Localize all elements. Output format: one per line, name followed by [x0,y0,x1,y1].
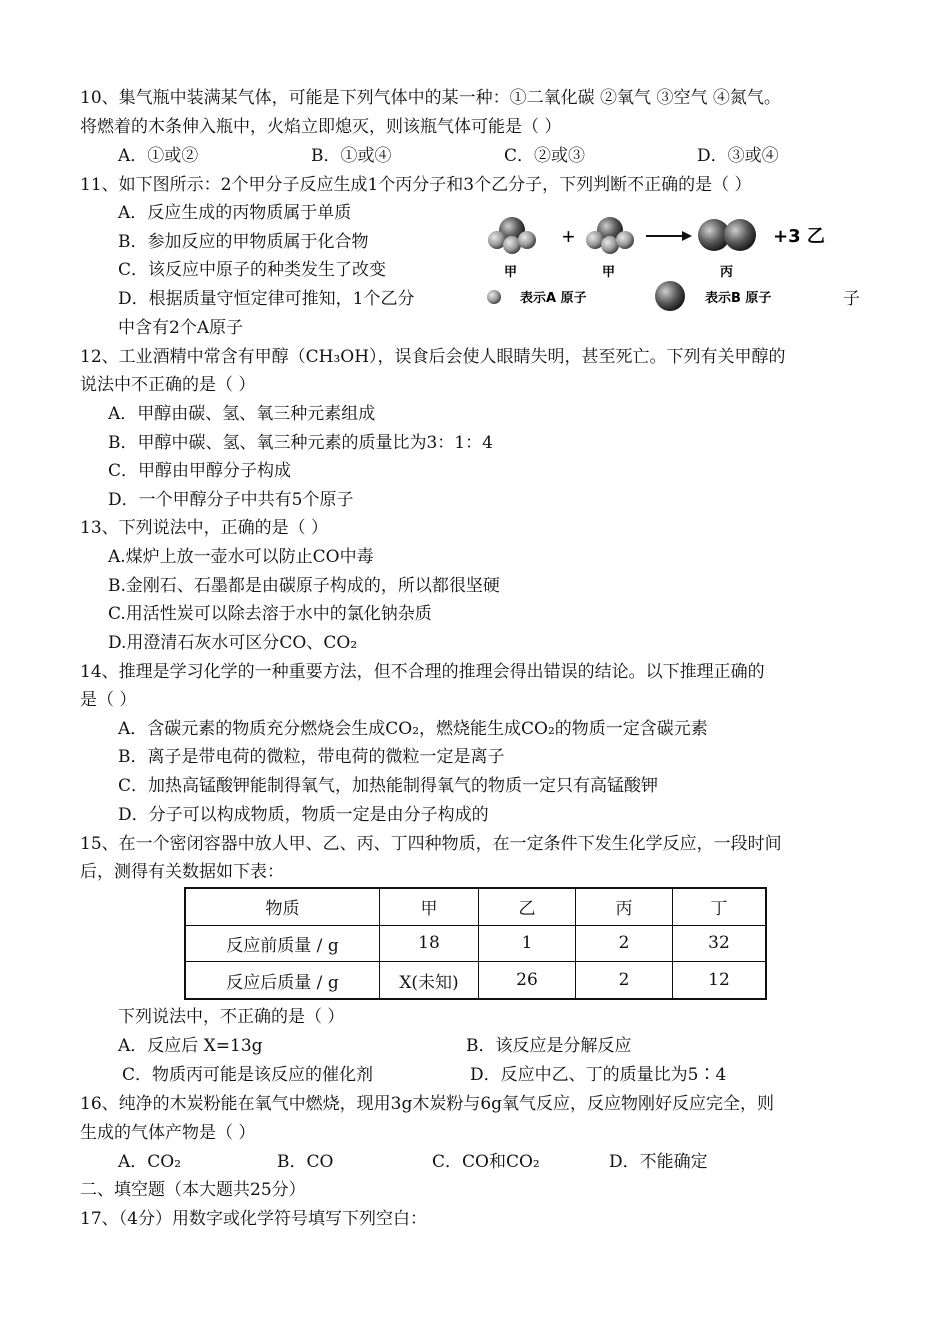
q12-stem-line1: 12、工业酒精中常含有甲醇（CH₃OH），误食后会使人眼睛失明，甚至死亡。下列有关甲醇的 [80,347,786,367]
q11-stem: 11、如下图所示：2个甲分子反应生成1个丙分子和3个乙分子，下列判断不正确的是（ ） [80,175,752,195]
table-cell: 12 [673,962,767,999]
label-bing: 丙 [720,265,734,280]
reaction-arrow [646,231,692,241]
table-cell: 反应后质量 / g [185,962,380,999]
q15-option-b: B．该反应是分解反应 [466,1036,632,1056]
q15-option-c: C．物质丙可能是该反应的催化剂 [122,1065,374,1085]
q12-option-a: A．甲醇由碳、氢、氧三种元素组成 [108,404,376,424]
q13-option-a: A.煤炉上放一壶水可以防止CO中毒 [108,547,374,567]
q13-stem: 13、下列说法中，正确的是（ ） [80,518,329,538]
q12-option-b: B．甲醇中碳、氢、氧三种元素的质量比为3：1：4 [108,433,493,453]
q11-option-d: D．根据质量守恒定律可推知，1个乙分 [118,289,415,309]
molecule-jia-1 [488,217,536,254]
q10-option-c: C．②或③ [504,146,586,166]
table-cell: 18 [380,925,479,962]
q13-option-d: D.用澄清石灰水可区分CO、CO₂ [108,633,358,653]
q14-option-a: A．含碳元素的物质充分燃烧会生成CO₂，燃烧能生成CO₂的物质一定含碳元素 [118,719,708,739]
q16-stem-line1: 16、纯净的木炭粉能在氧气中燃烧，现用3g木炭粉与6g氧气反应，反应物刚好反应完全，则 [80,1094,775,1114]
q15-stem-line1: 15、在一个密闭容器中放人甲、乙、丙、丁四种物质，在一定条件下发生化学反应，一段时间 [80,834,782,854]
mass-data-table [184,887,767,1000]
q16-option-a: A．CO₂ [118,1152,182,1172]
q14-option-d: D．分子可以构成物质，物质一定是由分子构成的 [118,805,489,825]
q16-option-b: B．CO [277,1152,334,1172]
q12-stem-line2: 说法中不正确的是（ ） [80,375,256,395]
q10-stem-line1: 10、集气瓶中装满某气体，可能是下列气体中的某一种：①二氧化碳 ②氧气 ③空气 ④氮气。 [80,88,781,108]
table-cell: 26 [479,962,576,999]
q12-option-d: D．一个甲醇分子中共有5个原子 [108,490,354,510]
q11-option-d-tail: 子 [843,289,860,309]
table-header-cell: 丁 [673,888,767,925]
q14-option-c: C．加热高锰酸钾能制得氧气，加热能制得氧气的物质一定只有高锰酸钾 [118,776,659,796]
label-jia-1: 甲 [504,265,518,280]
q10-option-d: D．③或④ [697,146,779,166]
table-header-cell: 丙 [576,888,673,925]
table-header-cell: 乙 [479,888,576,925]
table-header-cell: 甲 [380,888,479,925]
table-header-row [185,888,766,925]
reaction-diagram-svg [480,208,870,314]
q16-option-c: C．CO和CO₂ [432,1152,540,1172]
q15-option-a: A．反应后 X=13g [118,1036,263,1056]
q10-stem-line2: 将燃着的木条伸入瓶中，火焰立即熄灭，则该瓶气体可能是（ ） [80,117,562,137]
q14-stem-line1: 14、推理是学习化学的一种重要方法，但不合理的推理会得出错误的结论。以下推理正确的 [80,662,765,682]
legend-atom-a [487,290,587,306]
q13-option-b: B.金刚石、石墨都是由碳原子构成的，所以都很坚硬 [108,576,500,596]
q15-option-d: D．反应中乙、丁的质量比为5∶4 [470,1065,727,1085]
q16-stem-line2: 生成的气体产物是（ ） [80,1123,256,1143]
legend-atom-b-label: 表示B 原子 [705,291,772,306]
table-header-cell: 物质 [185,888,380,925]
q11-option-d-continued: 中含有2个A原子 [118,318,244,338]
molecule-bing [698,219,756,251]
table-row [185,925,766,962]
table-cell: 2 [576,925,673,962]
q17-stem: 17、（4分）用数字或化学符号填写下列空白： [80,1209,427,1229]
table-row [185,962,766,999]
table-cell: 2 [576,962,673,999]
q13-option-c: C.用活性炭可以除去溶于水中的氯化钠杂质 [108,604,432,624]
legend-atom-a-label: 表示A 原子 [520,291,587,306]
table-cell: X(未知) [380,962,479,999]
q11-option-b: B．参加反应的甲物质属于化合物 [118,232,369,252]
plus-three-yi: +3 乙 [773,226,825,247]
q10-option-b: B．①或④ [311,146,392,166]
q14-option-b: B．离子是带电荷的微粒，带电荷的微粒一定是离子 [118,747,505,767]
q12-option-c: C．甲醇由甲醇分子构成 [108,461,292,481]
legend-atom-b [655,281,771,311]
section-heading-fill-in: 二、填空题（本大题共25分） [80,1180,306,1200]
q14-stem-line2: 是（ ） [80,690,137,710]
plus-sign: + [562,224,575,249]
q10-option-a: A．①或② [118,146,199,166]
label-jia-2: 甲 [602,265,616,280]
reaction-diagram [480,208,870,314]
table-cell: 反应前质量 / g [185,925,380,962]
molecule-jia-2 [586,217,634,254]
table-cell: 32 [673,925,767,962]
q16-option-d: D．不能确定 [609,1152,708,1172]
table-cell: 1 [479,925,576,962]
q15-stem-line2: 后，测得有关数据如下表： [80,862,284,882]
q11-option-c: C．该反应中原子的种类发生了改变 [118,260,387,280]
q11-option-a: A．反应生成的丙物质属于单质 [118,203,352,223]
q15-question: 下列说法中，不正确的是（ ） [118,1007,345,1027]
